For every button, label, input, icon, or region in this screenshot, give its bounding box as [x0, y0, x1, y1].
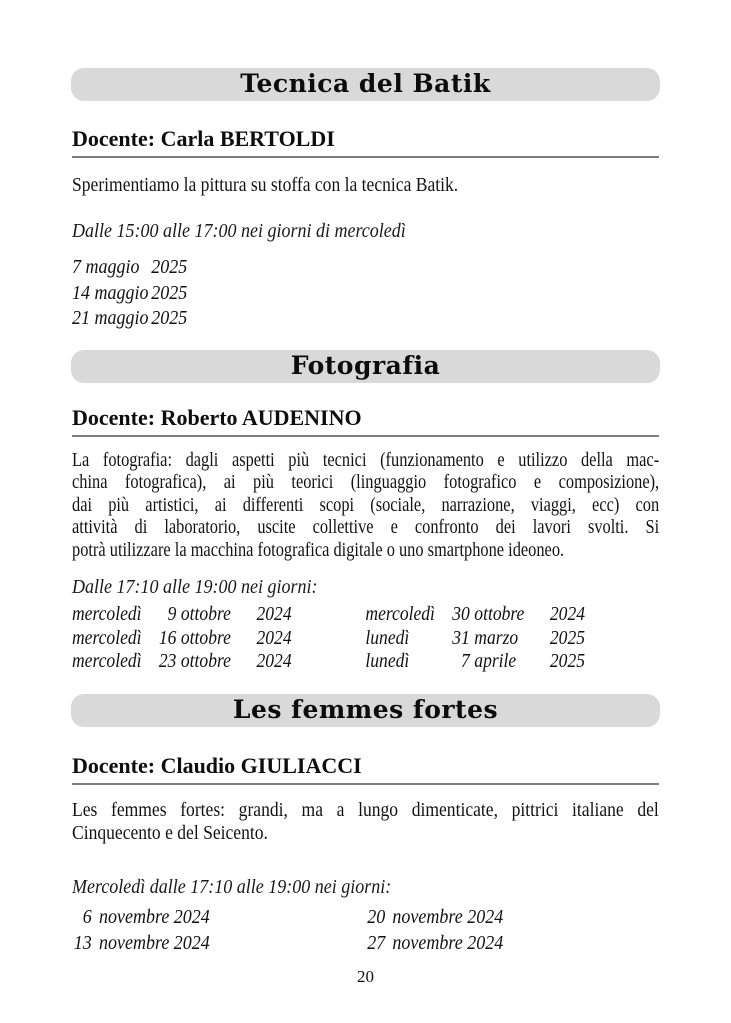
date-number: 27: [367, 931, 386, 954]
date-day: mercoledì: [72, 627, 142, 649]
date-row: [72, 255, 659, 281]
teacher-line-batik: Docente: Carla BERTOLDI: [72, 126, 335, 151]
date-row: [72, 650, 365, 674]
description-line: Les femmes fortes: grandi, ma a lungo dimenticate, pittrici italiane del: [72, 799, 659, 821]
date-year: 2024: [256, 651, 292, 673]
date-month: marzo: [474, 627, 519, 649]
date-text: 21 maggio: [72, 307, 149, 329]
date-text: novembre 2024: [99, 931, 210, 954]
date-column-right: [365, 904, 658, 956]
date-month: ottobre: [180, 604, 231, 626]
date-number: 13: [73, 931, 92, 954]
date-day: lunedì: [365, 651, 410, 673]
description-line: attività di laboratorio, uscite collettive e confronto dei lavori svolti. Si: [72, 517, 660, 539]
date-month: ottobre: [180, 627, 231, 649]
date-column-right: [365, 603, 658, 674]
course-description-batik: Sperimentiamo la pittura su stoffa con la tecnica Batik.: [72, 175, 459, 196]
date-columns: [72, 904, 659, 956]
date-year: 2024: [256, 604, 292, 626]
horizontal-rule: [72, 783, 659, 785]
date-month: ottobre: [180, 651, 231, 673]
date-number: 6: [82, 905, 92, 928]
date-text: novembre 2024: [392, 931, 504, 954]
schedule-line-batik: Dalle 15:00 alle 17:00 nei giorni di mercoledì: [72, 220, 406, 242]
date-number: 20: [367, 905, 386, 928]
date-list-fotografia: [72, 603, 659, 674]
date-number: 23: [158, 651, 177, 673]
date-day: mercoledì: [72, 604, 142, 626]
date-year: 2025: [549, 651, 585, 673]
section-title-bar-fotografia: [71, 350, 660, 383]
date-number: 7: [461, 651, 470, 673]
date-month: aprile: [474, 651, 517, 673]
date-row: [365, 930, 658, 956]
description-line: La fotografia: dagli aspetti più tecnici (funzionamento e utilizzo della mac-: [72, 449, 660, 471]
date-columns: [72, 603, 659, 674]
date-row: [72, 627, 365, 651]
date-row: [365, 650, 658, 674]
date-day: mercoledì: [365, 604, 435, 626]
description-line: Cinquecento e del Seicento.: [72, 822, 268, 844]
page-number: 20: [357, 967, 374, 986]
date-month: ottobre: [474, 604, 525, 626]
date-column-left: [72, 904, 365, 956]
schedule-line-femmes: Mercoledì dalle 17:10 alle 19:00 nei giorni:: [72, 875, 392, 898]
date-text: 14 maggio: [72, 281, 149, 304]
course-description-femmes: [72, 799, 659, 845]
schedule-line-fotografia: Dalle 17:10 alle 19:00 nei giorni:: [72, 576, 318, 599]
date-text: novembre 2024: [392, 905, 504, 928]
section-title-fotografia: Fotografia: [290, 350, 441, 380]
date-year: 2025: [151, 281, 188, 304]
date-row: [72, 904, 365, 930]
date-list-femmes: [72, 904, 659, 956]
date-text: novembre 2024: [99, 905, 210, 928]
date-row: [365, 904, 658, 930]
section-title-bar-femmes: [71, 694, 660, 727]
description-line: potrà utilizzare la macchina fotografica digitale o uno smartphone ideoneo.: [72, 539, 565, 561]
date-day: mercoledì: [72, 651, 142, 673]
date-day: lunedì: [365, 627, 410, 649]
teacher-line-fotografia: Docente: Roberto AUDENINO: [72, 404, 362, 430]
date-year: 2024: [549, 604, 585, 626]
date-number: 30: [452, 604, 470, 626]
date-year: 2024: [256, 627, 292, 649]
date-number: 16: [158, 627, 177, 649]
date-row: [72, 306, 659, 332]
date-row: [72, 281, 659, 307]
teacher-line-femmes: Docente: Claudio GIULIACCI: [72, 752, 362, 778]
section-title-femmes: Les femmes fortes: [232, 694, 499, 724]
date-text: 7 maggio: [72, 256, 140, 278]
description-line: dai più artistici, ai differenti scopi (sociale, narrazione, viaggi, ecc) con: [72, 494, 660, 516]
description-line: china fotografica), ai più teorici (linguaggio fotografico e composizione),: [72, 472, 660, 494]
date-number: 9: [167, 604, 177, 626]
course-description-fotografia: [72, 450, 659, 563]
date-row: [365, 627, 658, 651]
date-row: [365, 603, 658, 627]
date-column-left: [72, 603, 365, 674]
horizontal-rule: [72, 435, 659, 437]
date-year: 2025: [151, 307, 188, 329]
date-number: 31: [452, 627, 470, 649]
horizontal-rule: [72, 156, 659, 158]
date-row: [72, 603, 365, 627]
date-year: 2025: [151, 256, 188, 278]
date-year: 2025: [549, 627, 585, 649]
section-title-bar-batik: [71, 68, 660, 101]
date-row: [72, 930, 365, 956]
section-title-batik: Tecnica del Batik: [240, 69, 491, 98]
date-list-batik: [72, 255, 659, 332]
